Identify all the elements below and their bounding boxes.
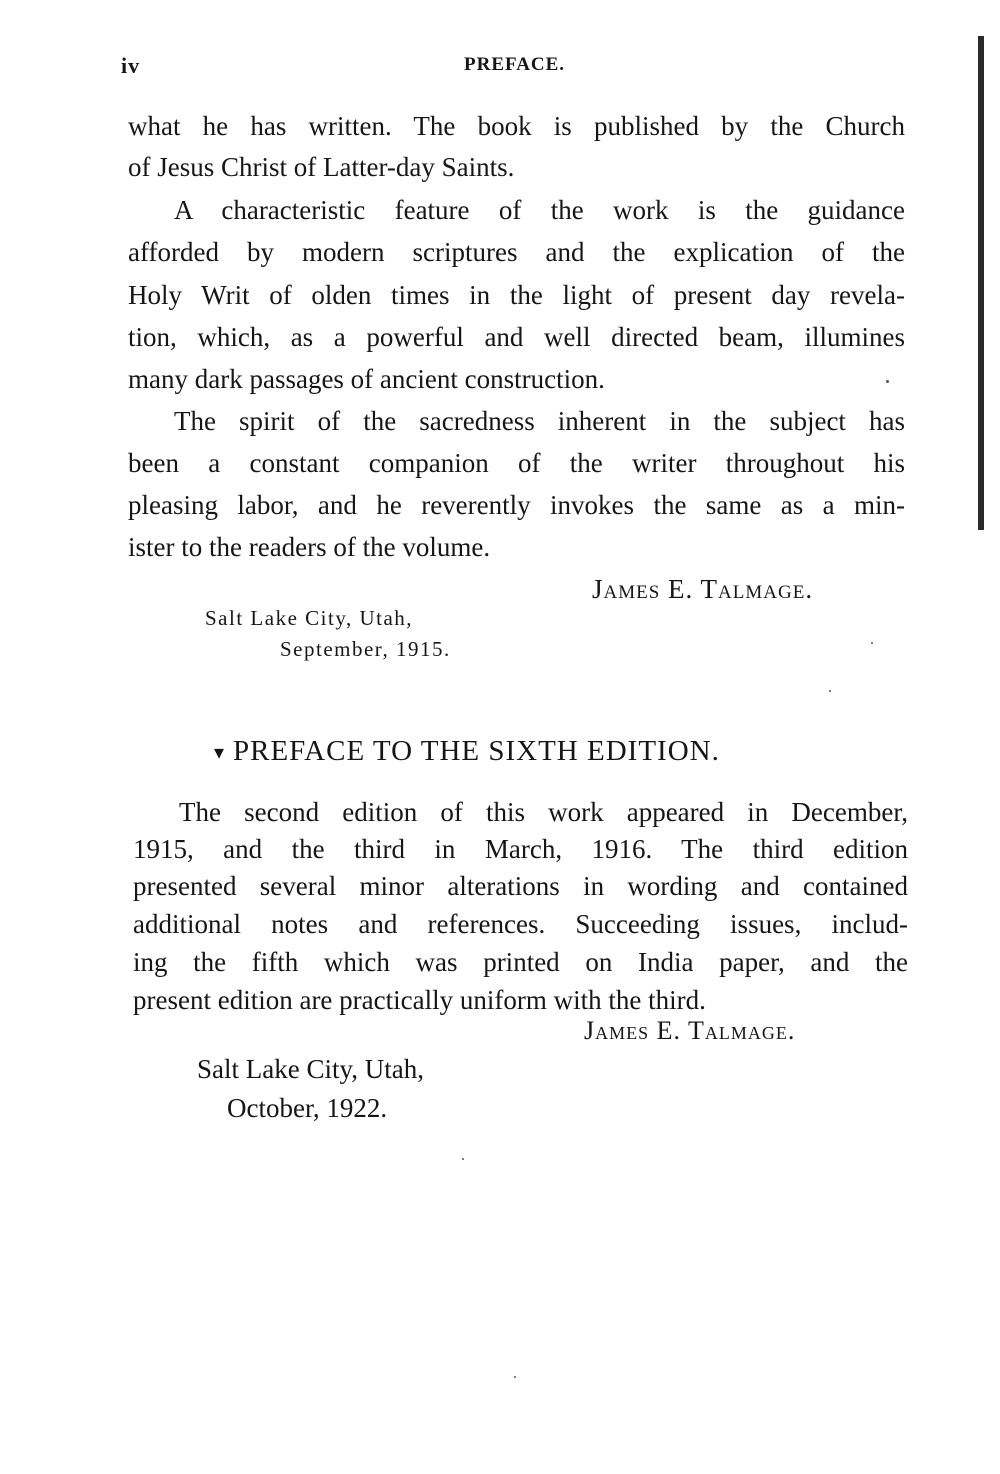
scan-speck [514,1376,516,1378]
text-line: ister to the readers of the volume. [128,532,491,562]
running-head: PREFACE. [464,54,566,75]
signature: James E. Talmage. [584,1016,796,1045]
text-line: many dark passages of ancient construction. [128,364,605,394]
text-line: of Jesus Christ of Latter-day Saints. [128,152,515,182]
scan-speck [462,1158,464,1160]
signature-date: October, 1922. [227,1093,388,1123]
text-line: pleasing labor, and he reverently invokes the same as a min- [128,490,905,520]
signature-date: September, 1915. [280,637,451,661]
text-line: afforded by modern scriptures and the explication of the [128,237,905,267]
signature-place: Salt Lake City, Utah, [205,606,414,630]
text-line: The spirit of the sacredness inherent in the subject has [174,406,905,436]
text-line: Holy Writ of olden times in the light of present day revela- [128,280,905,310]
signature: James E. Talmage. [592,574,814,604]
text-line: additional notes and references. Succeeding issues, includ- [133,909,908,939]
text-line: tion, which, as a powerful and well directed beam, illumines [128,322,905,352]
text-line: what he has written. The book is published by the Church [128,111,905,141]
scan-speck [886,380,889,383]
scan-speck [871,642,873,644]
text-line: ing the fifth which was printed on India paper, and the [133,947,908,977]
text-line: been a constant companion of the writer throughout his [128,448,905,478]
print-mark: ▾ [214,742,225,764]
scan-edge-line [978,36,984,530]
section-heading: PREFACE TO THE SIXTH EDITION. [233,735,720,767]
signature-place: Salt Lake City, Utah, [197,1054,424,1084]
text-line: A characteristic feature of the work is the guidance [174,195,905,225]
text-line: 1915, and the third in March, 1916. The third edition [133,834,908,864]
text-line: present edition are practically uniform with the third. [133,985,706,1015]
text-line: presented several minor alterations in wording and contained [133,871,908,901]
text-line: The second edition of this work appeared in December, [179,797,908,827]
scan-speck [829,690,831,692]
page-number: iv [121,53,141,78]
